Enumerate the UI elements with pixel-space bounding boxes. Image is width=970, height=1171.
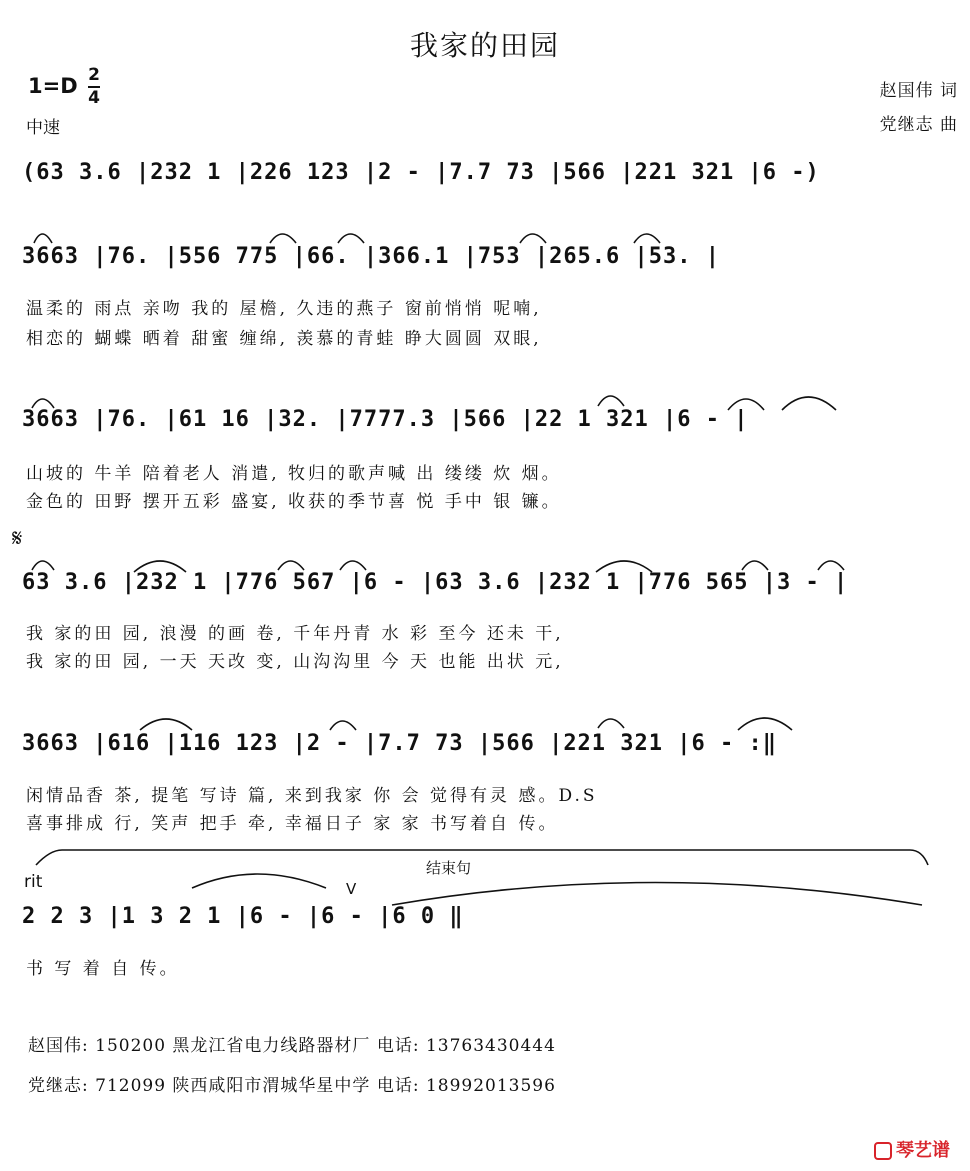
breath-mark: V <box>346 880 357 898</box>
notation-line-2: 3663 |76. |556 775 |66. |366.1 |753 |265.6 |53. | <box>22 244 721 269</box>
notation-line-5: 3663 |616 |116 123 |2 - |7.7 73 |566 |221 321 |6 - :‖ <box>22 731 777 756</box>
slur <box>598 396 624 406</box>
watermark-text: 琴艺谱 <box>896 1140 950 1161</box>
page-title: 我家的田园 <box>409 29 560 62</box>
time-sig-top: 2 <box>88 65 100 85</box>
lyrics-line-3-verse-2: 金色的 田野 摆开五彩 盛宴, 收获的季节喜 悦 手中 银 镰。 <box>26 492 562 512</box>
lyricist-credit: 赵国伟 词 <box>879 81 958 101</box>
slur <box>742 561 768 570</box>
slur <box>598 719 624 728</box>
lyrics-line-6: 书 写 着 自 传。 <box>26 959 180 979</box>
contact-line-composer: 党继志: 712099 陕西咸阳市渭城华星中学 电话: 18992013596 <box>28 1076 556 1096</box>
slur <box>278 561 304 570</box>
slur <box>270 234 296 243</box>
slur <box>782 397 836 410</box>
lyrics-line-5-verse-1: 闲情品香 茶, 提笔 写诗 篇, 来到我家 你 会 觉得有灵 感。D.S <box>26 786 598 806</box>
ending-label: 结束句 <box>426 859 472 877</box>
slur <box>728 399 764 410</box>
lyrics-line-2-verse-1: 温柔的 雨点 亲吻 我的 屋檐, 久违的燕子 窗前悄悄 呢喃, <box>26 299 542 319</box>
slur <box>192 874 326 888</box>
slur <box>634 234 660 243</box>
slur <box>338 234 364 243</box>
time-sig-bottom: 4 <box>88 88 100 108</box>
lyrics-line-5-verse-2: 喜事排成 行, 笑声 把手 牵, 幸福日子 家 家 书写着自 传。 <box>26 814 559 834</box>
slur <box>34 234 52 243</box>
lyrics-line-4-verse-2: 我 家的田 园, 一天 天改 变, 山沟沟里 今 天 也能 出状 元, <box>26 652 564 672</box>
key-signature: 1=D <box>28 74 78 98</box>
slur <box>32 561 54 570</box>
rit-marking: rit <box>24 872 43 892</box>
slur <box>330 721 356 730</box>
lyrics-line-4-verse-1: 我 家的田 园, 浪漫 的画 卷, 千年丹青 水 彩 至今 还未 干, <box>26 624 564 644</box>
lyrics-line-3-verse-1: 山坡的 牛羊 陪着老人 消遣, 牧归的歌声喊 出 缕缕 炊 烟。 <box>26 464 562 484</box>
tempo-marking: 中速 <box>26 118 60 138</box>
slur <box>738 718 792 730</box>
slur <box>32 399 54 408</box>
notation-line-6: 2 2 3 |1 3 2 1 |6 - |6 - |6 0 ‖ <box>22 904 464 929</box>
contact-line-lyricist: 赵国伟: 150200 黑龙江省电力线路器材厂 电话: 13763430444 <box>28 1036 556 1056</box>
notation-line-3: 3663 |76. |61 16 |32. |7777.3 |566 |22 1 321 |6 - | <box>22 407 749 432</box>
slur <box>134 561 186 572</box>
notation-line-4: 63 3.6 |232 1 |776 567 |6 - |63 3.6 |232 1 |776 565 |3 - | <box>22 570 849 595</box>
composer-credit: 党继志 曲 <box>879 115 958 135</box>
notation-line-1: (63 3.6 |232 1 |226 123 |2 - |7.7 73 |566 |221 321 |6 -) <box>22 160 820 185</box>
slur <box>140 719 192 730</box>
segno-sign: 𝄋 <box>12 524 23 552</box>
slur <box>340 561 366 570</box>
lyrics-line-2-verse-2: 相恋的 蝴蝶 晒着 甜蜜 缠绵, 羡慕的青蛙 睁大圆圆 双眼, <box>26 329 542 349</box>
ending-bracket <box>36 850 928 865</box>
tie <box>392 883 922 906</box>
slur <box>596 561 652 572</box>
slur <box>520 234 546 243</box>
slur <box>818 561 844 570</box>
